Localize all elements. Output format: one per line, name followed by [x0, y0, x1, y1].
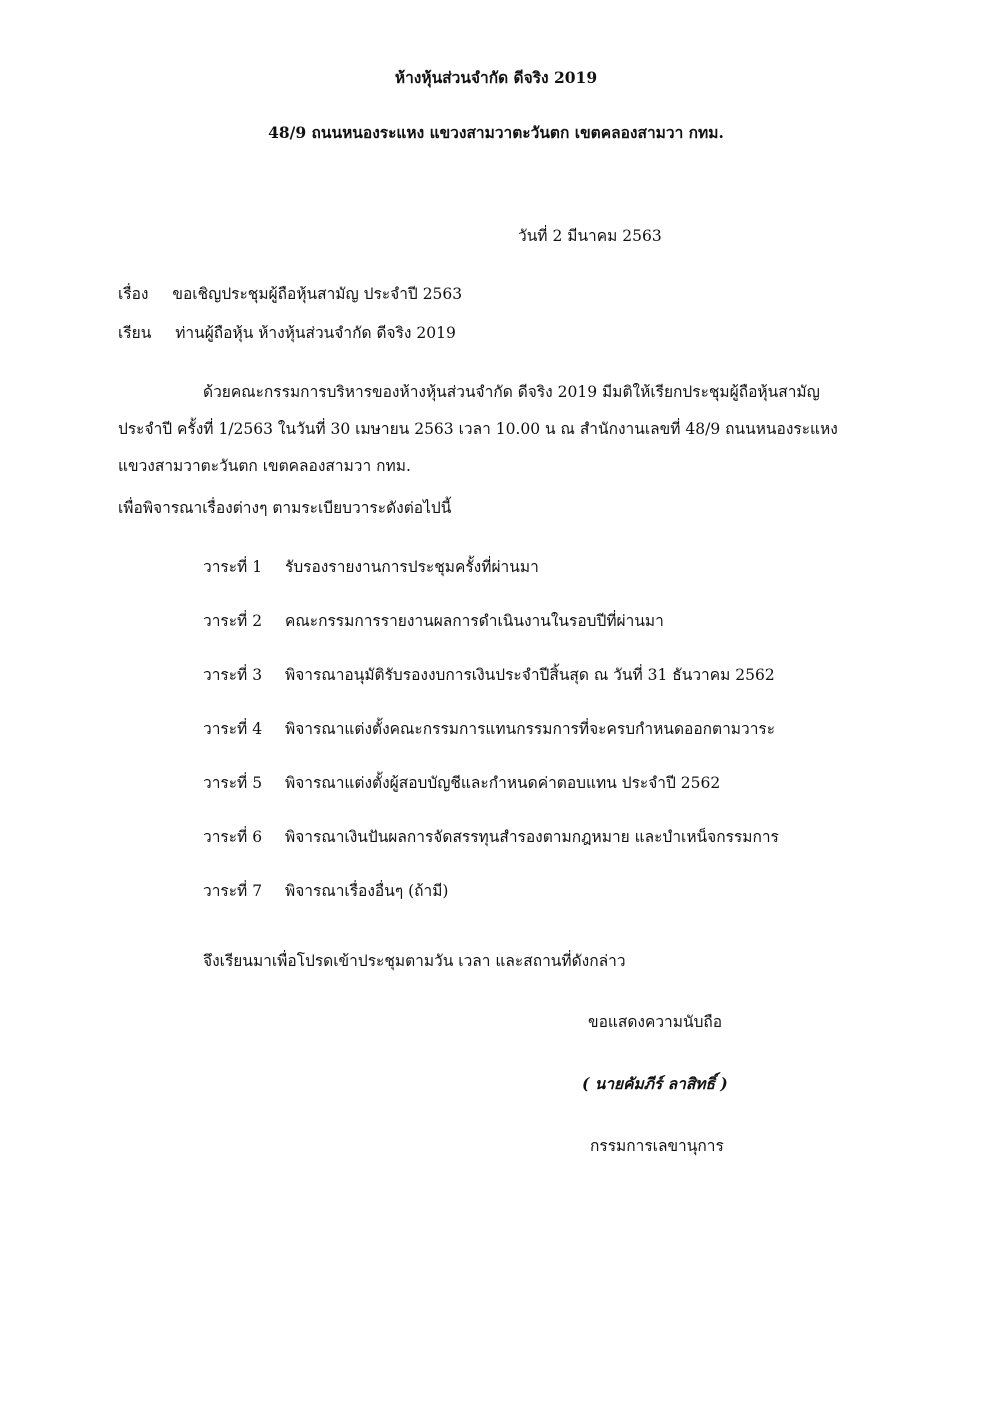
recipient-text: ท่านผู้ถือหุ้น ห้างหุ้นส่วนจำกัด ดีจริง 2019: [175, 324, 456, 342]
agenda-number: วาระที่ 6: [203, 828, 263, 846]
company-name: ห้างหุ้นส่วนจำกัด ดีจริง 2019: [394, 68, 598, 87]
agenda-number: วาระที่ 1: [203, 558, 263, 576]
agenda-number: วาระที่ 2: [203, 612, 263, 630]
closing-invitation: จึงเรียนมาเพื่อโปรดเข้าประชุมตามวัน เวลา และสถานที่ดังกล่าว: [203, 952, 626, 970]
agenda-item-text: พิจารณาเรื่องอื่นๆ (ถ้ามี): [285, 882, 449, 900]
agenda-item-text: พิจารณาแต่งตั้งคณะกรรมการแทนกรรมการที่จะครบกำหนดออกตามวาระ: [285, 720, 776, 738]
agenda-number: วาระที่ 5: [203, 774, 263, 792]
signer-position: กรรมการเลขานุการ: [590, 1137, 724, 1155]
body-line-1: ด้วยคณะกรรมการบริหารของห้างหุ้นส่วนจำกัด ดีจริง 2019 มีมติให้เรียกประชุมผู้ถือหุ้นสามัญ: [203, 383, 820, 401]
subject-text: ขอเชิญประชุมผู้ถือหุ้นสามัญ ประจำปี 2563: [172, 285, 463, 303]
subject-label: เรื่อง: [118, 285, 149, 303]
agenda-number: วาระที่ 3: [203, 666, 263, 684]
agenda-item-text: พิจารณาแต่งตั้งผู้สอบบัญชีและกำหนดค่าตอบแทน ประจำปี 2562: [285, 774, 721, 792]
recipient-line: [118, 322, 456, 344]
body-line-2: ประจำปี ครั้งที่ 1/2563 ในวันที่ 30 เมษายน 2563 เวลา 10.00 น ณ สำนักงานเลขที่ 48/9 ถนนหนองระแหง: [118, 420, 838, 438]
letter-date: วันที่ 2 มีนาคม 2563: [518, 227, 662, 245]
agenda-number: วาระที่ 4: [203, 720, 263, 738]
body-line-4: เพื่อพิจารณาเรื่องต่างๆ ตามระเบียบวาระดังต่อไปนี้: [118, 499, 452, 517]
subject-line: [118, 283, 462, 305]
agenda-item-text: พิจารณาเงินปันผลการจัดสรรทุนสำรองตามกฎหมาย และบำเหน็จกรรมการ: [285, 828, 779, 846]
company-address: 48/9 ถนนหนองระแหง แขวงสามวาตะวันตก เขตคลองสามวา กทม.: [268, 123, 724, 142]
agenda-item-text: คณะกรรมการรายงานผลการดำเนินงานในรอบปีที่ผ่านมา: [285, 612, 664, 630]
closing-regards: ขอแสดงความนับถือ: [588, 1013, 723, 1031]
body-line-3: แขวงสามวาตะวันตก เขตคลองสามวา กทม.: [118, 457, 411, 475]
recipient-label: เรียน: [118, 324, 152, 342]
agenda-item-text: รับรองรายงานการประชุมครั้งที่ผ่านมา: [285, 558, 539, 576]
signer-name: ( นายคัมภีร์ ลาสิทธิ์ ): [582, 1074, 728, 1093]
agenda-item-text: พิจารณาอนุมัติรับรองงบการเงินประจำปีสิ้นสุด ณ วันที่ 31 ธันวาคม 2562: [285, 666, 775, 684]
agenda-number: วาระที่ 7: [203, 882, 263, 900]
